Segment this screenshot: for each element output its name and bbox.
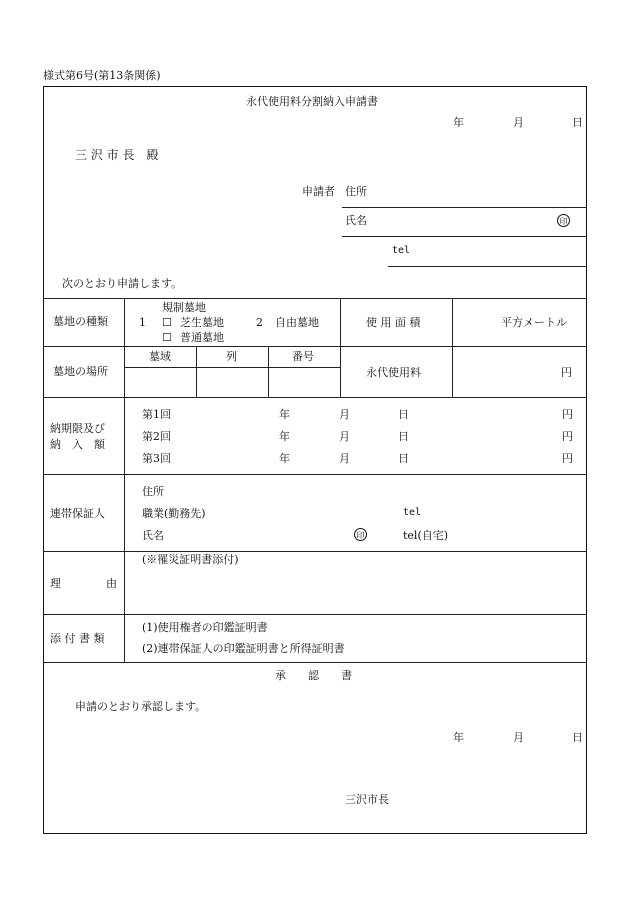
form-title: 永代使用料分割納入申請書 [246,95,378,108]
perpetual-fee-label: 永代使用料 [366,366,421,379]
form-number: 様式第6号(第13条関係) [43,69,161,82]
attachment-item-2: (2)連帯保証人の印鑑証明書と所得証明書 [142,642,345,655]
table-bottom-line [43,662,587,663]
ordinary-grave-label: 普通墓地 [180,331,224,344]
lawn-checkbox[interactable]: ☐ [162,316,172,329]
free-grave-label: 自由墓地 [275,316,319,329]
label-column-line [124,298,125,662]
guarantor-seal-icon: 印 [354,528,367,541]
approval-date-year: 年 [453,731,464,744]
approval-title: 承 認 書 [275,669,352,682]
location-col-line-1 [196,346,197,397]
payment-1-label: 第1回 [142,408,171,421]
tel-line [388,266,587,267]
regulated-grave-title: 規制墓地 [162,301,206,314]
addressee: 三 沢 市 長 殿 [75,148,159,162]
request-text: 次のとおり申請します。 [62,277,183,290]
name-line [342,236,587,237]
option2-number: 2 [256,316,263,329]
applicant-name-label: 氏名 [345,214,367,227]
applicant-label: 申請者 [302,185,335,198]
grave-location-label: 墓地の場所 [53,365,108,378]
date-day: 日 [572,116,583,129]
address-line [342,207,587,208]
payment-1-day: 日 [398,408,409,421]
approval-date-day: 日 [572,731,583,744]
payment-3-day: 日 [398,452,409,465]
payment-3-unit: 円 [562,452,573,465]
reason-note: (※罹災証明書添付) [142,553,239,566]
date-month: 月 [513,116,524,129]
location-col-line-2 [268,346,269,397]
guarantor-home-tel-label: tel(自宅) [403,529,449,542]
col-header-section: 墓域 [149,350,171,363]
reason-label-left: 理 [50,577,61,590]
applicant-address-label: 住所 [345,185,367,198]
guarantor-work-label: 職業(勤務先) [142,507,206,520]
payment-3-label: 第3回 [142,452,171,465]
approval-signer: 三沢市長 [345,793,389,806]
area-unit: 平方メートル [501,316,567,329]
col-header-row: 列 [226,350,237,363]
payment-2-month: 月 [339,430,350,443]
attachment-item-1: (1)使用権者の印鑑証明書 [142,621,268,634]
payment-3-year: 年 [279,452,290,465]
guarantor-label: 連帯保証人 [50,507,105,520]
grave-type-label: 墓地の種類 [53,315,108,328]
payment-2-unit: 円 [562,430,573,443]
location-header-line [124,367,340,368]
payment-3-month: 月 [339,452,350,465]
payment-1-month: 月 [339,408,350,421]
lawn-grave-label: 芝生墓地 [180,316,224,329]
option1-number: 1 [139,316,146,329]
payment-2-label: 第2回 [142,430,171,443]
reason-label-right: 由 [106,577,117,590]
guarantor-name-label: 氏名 [142,529,164,542]
value-column-line [452,298,453,397]
payment-label-line1: 納期限及び [50,422,105,435]
seal-icon: 印 [557,214,570,227]
payment-2-year: 年 [279,430,290,443]
date-year: 年 [453,116,464,129]
payment-1-year: 年 [279,408,290,421]
approval-date-month: 月 [513,731,524,744]
applicant-tel-label: tel [392,245,411,256]
ordinary-checkbox[interactable]: ☐ [162,331,172,344]
col-header-number: 番号 [292,350,314,363]
attachments-label: 添 付 書 類 [50,632,105,645]
payment-label-line2: 納 入 額 [50,438,105,451]
usage-area-label: 使 用 面 積 [366,316,421,329]
payment-1-unit: 円 [562,408,573,421]
guarantor-tel-label: tel [403,507,422,518]
middle-column-line [340,298,341,397]
payment-2-day: 日 [398,430,409,443]
approval-text: 申請のとおり承認します。 [75,700,207,713]
fee-unit: 円 [561,366,572,379]
guarantor-address-label: 住所 [142,485,164,498]
